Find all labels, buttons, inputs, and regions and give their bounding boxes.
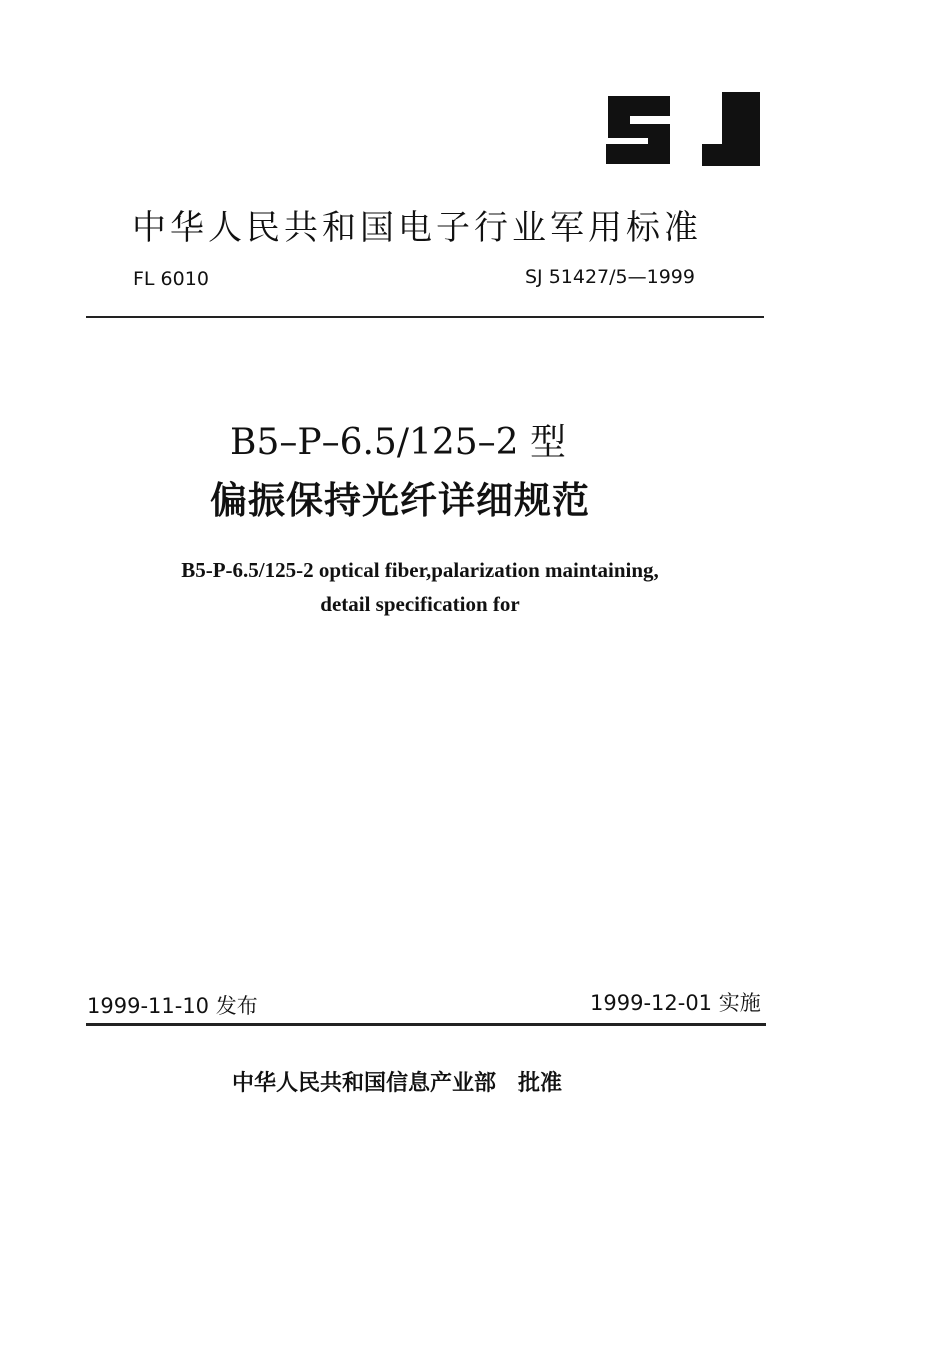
english-title-line2: detail specification for <box>320 592 520 616</box>
footer-divider <box>86 1023 766 1026</box>
svg-text:SJ: SJ <box>600 86 601 87</box>
approver-name: 中华人民共和国信息产业部 <box>232 1071 497 1096</box>
standard-name: 中华人民共和国电子行业军用标准 <box>132 208 702 248</box>
sj-logo <box>600 86 768 172</box>
approving-authority <box>232 1066 562 1097</box>
standard-number: SJ 51427/5—1999 <box>525 266 695 288</box>
issue-date: 1999-11-10 发布 <box>87 994 258 1018</box>
english-title-line1: B5-P-6.5/125-2 optical fiber,palarization maintaining, <box>181 558 659 582</box>
document-title-model: B5–P–6.5/125–2 型 <box>230 422 567 463</box>
implementation-date: 1999-12-01 实施 <box>590 991 761 1015</box>
header-divider <box>86 316 764 318</box>
document-title-chinese: 偏振保持光纤详细规范 <box>210 479 590 522</box>
approve-label: 批准 <box>518 1071 563 1096</box>
classification-code: FL 6010 <box>133 268 209 290</box>
